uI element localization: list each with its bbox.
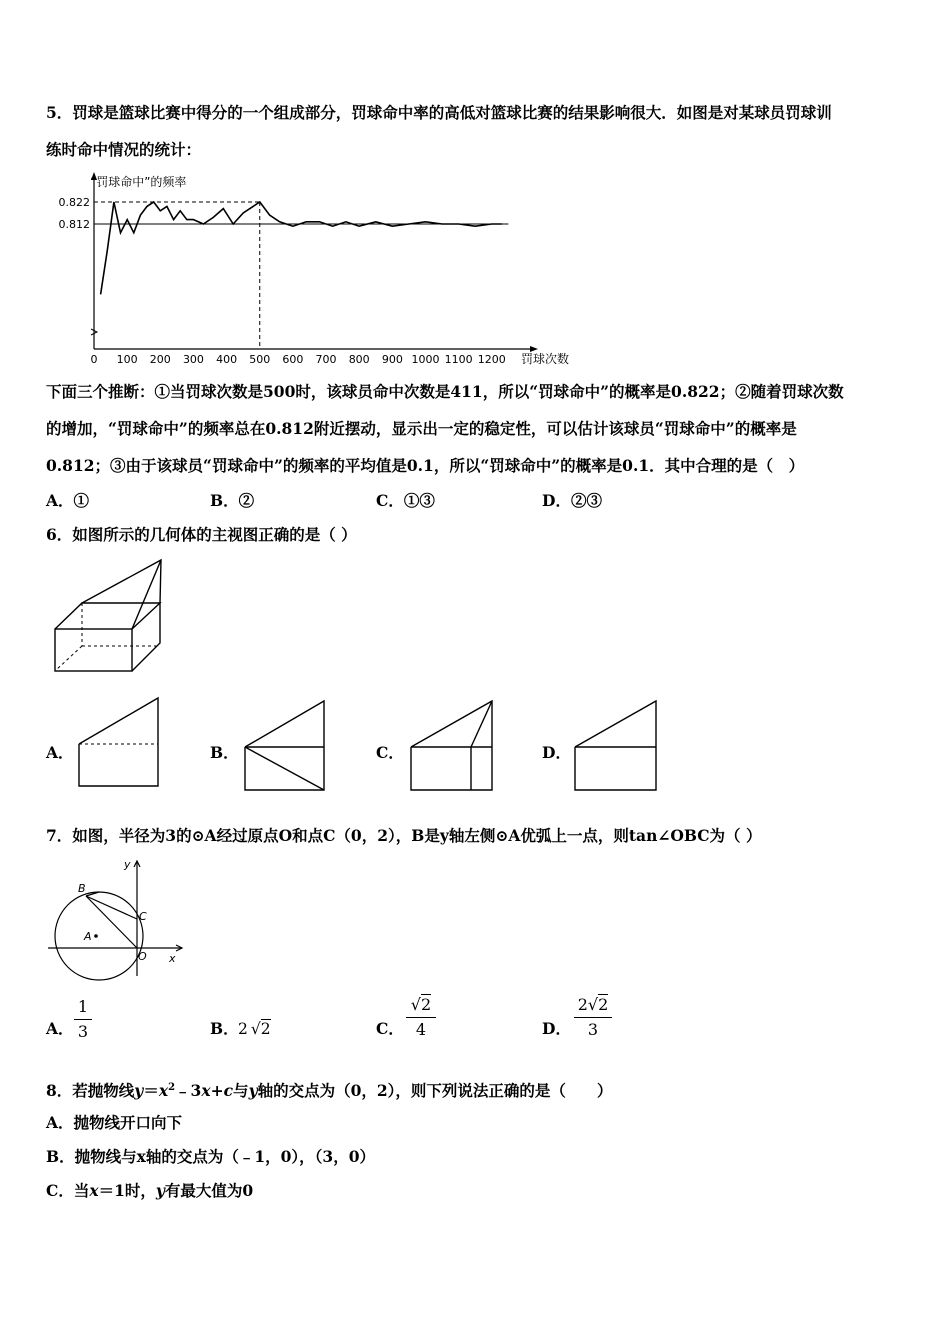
q5-option-b[interactable]: B．② [210, 491, 255, 510]
q6-option-c[interactable]: C． [376, 743, 404, 762]
segment-bc [86, 896, 137, 919]
q7-option-b-value[interactable]: 2 √2 [238, 1020, 271, 1038]
x-tick-label-1100: 1100 [444, 353, 473, 366]
q7-circle-figure [44, 856, 189, 981]
q7-option-b[interactable]: B． [210, 1019, 239, 1038]
q7-stem: 7．如图，半径为3的⊙A经过原点O和点C（0，2），B是y轴左侧⊙A优弧上一点，则tan∠OBC为（ ） [46, 826, 762, 845]
center-a-dot [94, 934, 98, 938]
q5-option-d[interactable]: D．②③ [542, 491, 602, 510]
q8-option-b[interactable]: B．抛物线与x轴的交点为（﹣1，0），（3，0） [46, 1147, 375, 1166]
x-tick-label-900: 900 [381, 353, 403, 366]
x-tick-label-300: 300 [182, 353, 204, 366]
q6-solid-figure [50, 558, 170, 676]
label-b: B [78, 882, 86, 895]
x-tick-label-100: 100 [116, 353, 138, 366]
frac-den: 3 [587, 1020, 599, 1039]
frac-den: 3 [77, 1022, 89, 1041]
q6-option-d-figure[interactable] [570, 698, 662, 794]
y-tick-label-0.812: 0.812 [58, 218, 90, 231]
circle-a [55, 892, 143, 980]
chart-ylabel: “罚球命中”的频率 [90, 175, 187, 189]
x-tick-label-200: 200 [149, 353, 171, 366]
y-tick-label-0.822: 0.822 [58, 196, 90, 209]
solid-top-face [55, 603, 160, 629]
q7-option-d-fraction[interactable]: 2√2 3 [574, 996, 612, 1039]
q5-option-c[interactable]: C．①③ [376, 491, 435, 510]
frac-den: 4 [415, 1020, 427, 1039]
label-x: x [169, 952, 176, 965]
label-a: A [84, 930, 92, 943]
solid-front-face [55, 629, 132, 671]
q5-para-line2: 的增加，“罚球命中”的频率总在0.812附近摆动，显示出一定的稳定性，可以估计该球员“罚球命中”的概率是 [46, 419, 797, 438]
q7-option-d[interactable]: D． [542, 1019, 571, 1038]
q6-option-d[interactable]: D． [542, 743, 571, 762]
series-line-0 [101, 202, 502, 294]
q5-option-a[interactable]: A．① [46, 491, 90, 510]
coef: 2 [577, 995, 588, 1014]
q7-option-a-fraction[interactable] [74, 998, 92, 1041]
x-tick-label-0: 0 [90, 353, 98, 366]
frac-num: 1 [77, 997, 89, 1016]
coef: 2 [238, 1020, 248, 1038]
q7-option-c-fraction[interactable]: √2 4 [406, 996, 436, 1039]
radicand: 2 [598, 995, 609, 1014]
x-tick-label-1000: 1000 [411, 353, 440, 366]
x-tick-label-400: 400 [216, 353, 238, 366]
q5-stem-line1: 5．罚球是篮球比赛中得分的一个组成部分，罚球命中率的高低对篮球比赛的结果影响很大．如图是对某球员罚球训 [46, 103, 832, 122]
label-o: O [138, 950, 147, 963]
label-c: C [139, 910, 147, 923]
q6-option-a-figure[interactable] [74, 695, 164, 790]
chart-xlabel: 罚球次数 [521, 352, 570, 366]
q5-para-line3: 0.812；③由于该球员“罚球命中”的频率的平均值是0.1，所以“罚球命中”的概率是0.1．其中合理的是（ ） [46, 456, 805, 475]
q7-option-a[interactable]: A． [46, 1019, 74, 1038]
chart-axes [91, 172, 538, 352]
chart-series [101, 202, 502, 294]
q6-stem: 6．如图所示的几何体的主视图正确的是（ ） [46, 525, 357, 544]
q8-option-a[interactable]: A．抛物线开口向下 [46, 1113, 183, 1132]
q8-option-c[interactable]: C．当x＝1时，y有最大值为0 [46, 1181, 254, 1200]
radicand: 2 [260, 1020, 271, 1038]
solid-wedge [82, 560, 161, 603]
x-tick-label-700: 700 [315, 353, 337, 366]
solid-side-face [132, 603, 160, 671]
x-tick-label-500: 500 [249, 353, 271, 366]
q7-option-c[interactable]: C． [376, 1019, 404, 1038]
x-tick-label-800: 800 [348, 353, 370, 366]
q5-para-line1: 下面三个推断：①当罚球次数是500时，该球员命中次数是411，所以“罚球命中”的概率是0.822；②随着罚球次数 [46, 382, 844, 401]
q8-stem: 8．若抛物线$y=x^2﹣3x+c$与y轴的交点为（0，2），则下列说法正确的是（ ） [46, 1081, 613, 1101]
q6-option-b-figure[interactable] [240, 698, 330, 794]
x-tick-label-1200: 1200 [477, 353, 506, 366]
radicand: 2 [421, 995, 432, 1014]
q6-option-c-figure[interactable] [406, 698, 498, 794]
q6-option-b[interactable]: B． [210, 743, 239, 762]
q6-option-a[interactable]: A． [46, 743, 74, 762]
q5-stem-line2: 练时命中情况的统计： [46, 140, 202, 159]
x-tick-label-600: 600 [282, 353, 304, 366]
label-y: y [124, 858, 131, 871]
free-throw-chart [44, 168, 604, 373]
solid-wedge-edge [132, 560, 161, 629]
